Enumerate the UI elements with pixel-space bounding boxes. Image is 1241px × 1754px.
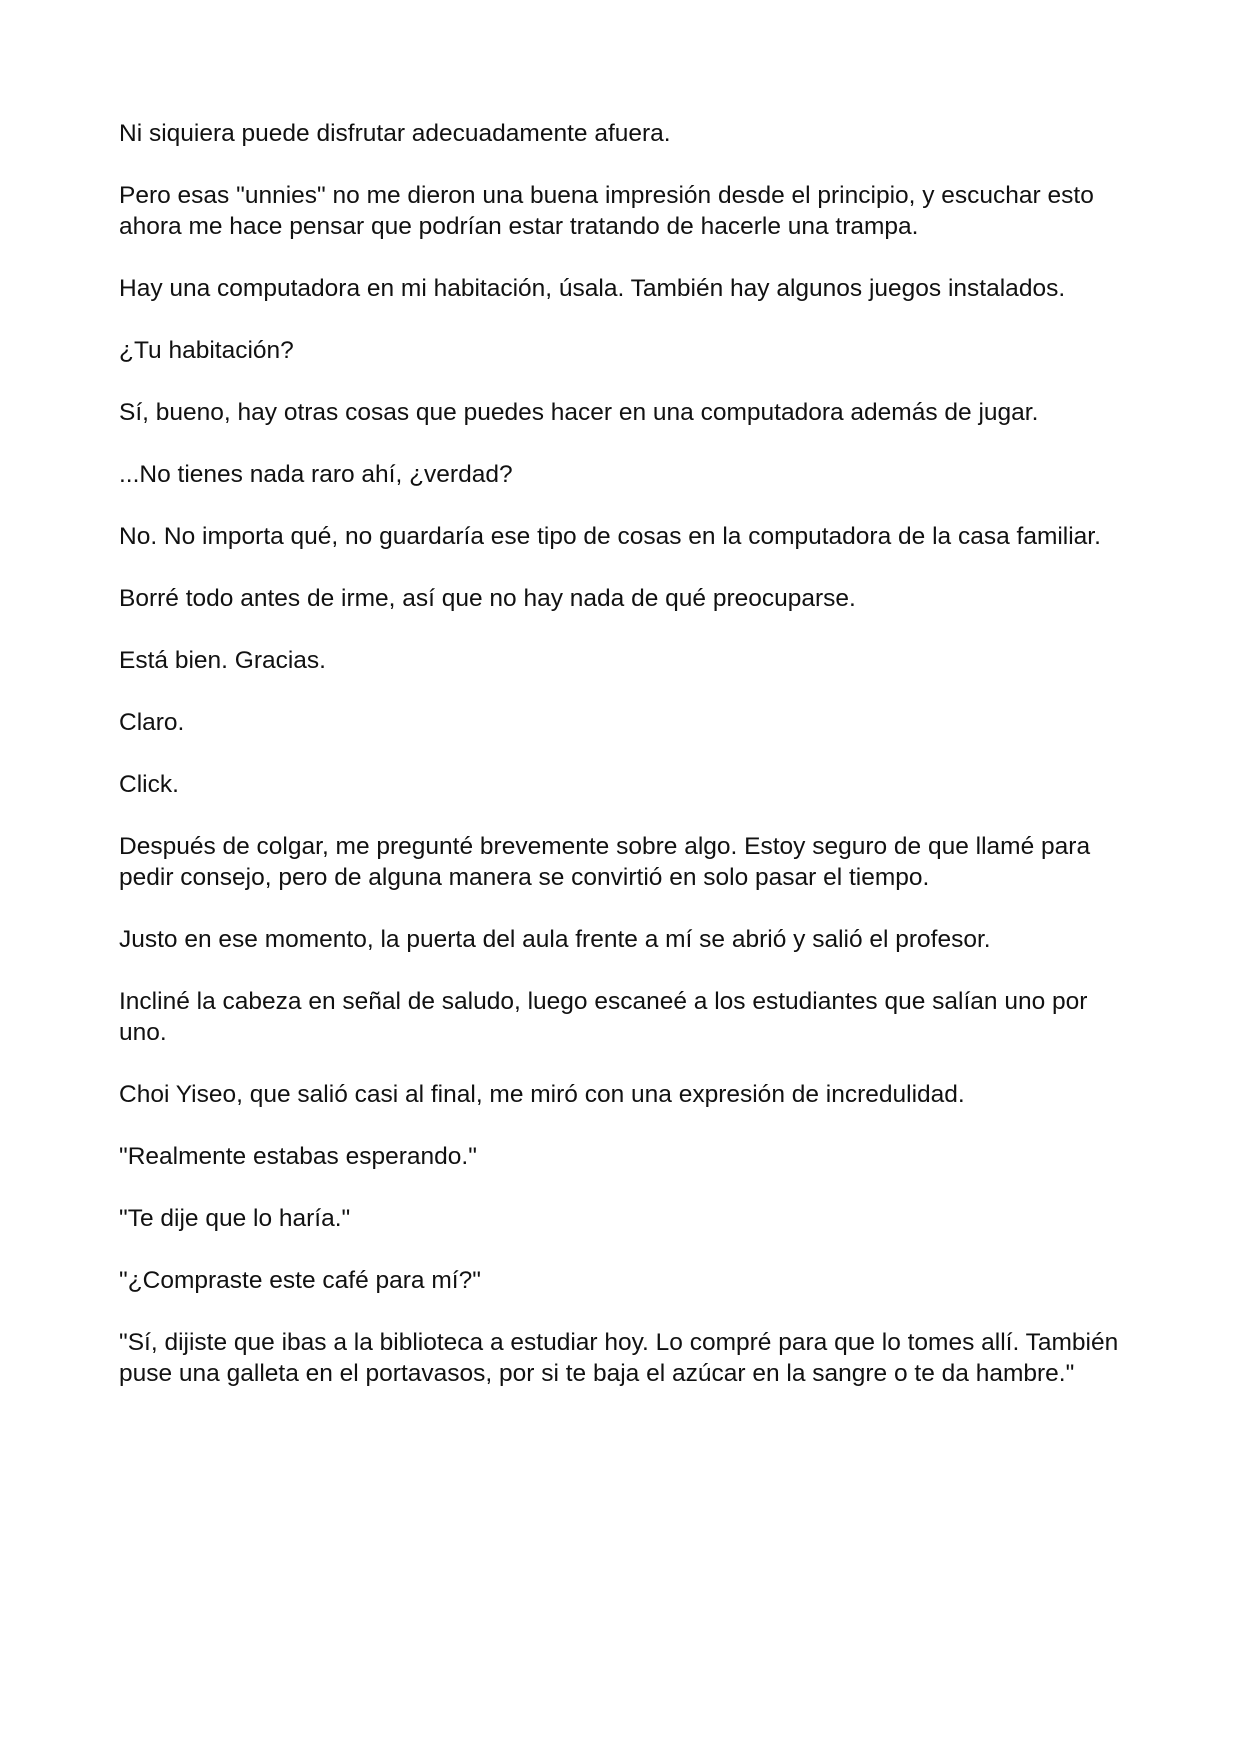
- paragraph-8: Borré todo antes de irme, así que no hay nada de qué preocuparse.: [119, 585, 856, 612]
- paragraph-1: Ni siquiera puede disfrutar adecuadamente afuera.: [119, 120, 671, 147]
- paragraph-7: No. No importa qué, no guardaría ese tipo de cosas en la computadora de la casa familiar.: [119, 523, 1101, 550]
- paragraph-15: Choi Yiseo, que salió casi al final, me miró con una expresión de incredulidad.: [119, 1081, 965, 1108]
- paragraph-5: Sí, bueno, hay otras cosas que puedes hacer en una computadora además de jugar.: [119, 399, 1039, 426]
- paragraph-2: Pero esas "unnies" no me dieron una buena impresión desde el principio, y escuchar esto ahora me hace pensar que podrían estar tratando de hacerle una trampa.: [119, 182, 1094, 240]
- paragraph-12: Después de colgar, me pregunté brevemente sobre algo. Estoy seguro de que llamé para pedir consejo, pero de alguna manera se convirtió en solo pasar el tiempo.: [119, 833, 1091, 891]
- paragraph-13: Justo en ese momento, la puerta del aula frente a mí se abrió y salió el profesor.: [119, 926, 991, 953]
- document-body: [119, 118, 1129, 1420]
- paragraph-19: "Sí, dijiste que ibas a la biblioteca a estudiar hoy. Lo compré para que lo tomes allí. También puse una galleta en el portavasos, por si te baja el azúcar en la sangre o te da hambre.": [119, 1329, 1119, 1387]
- paragraph-10: Claro.: [119, 709, 185, 736]
- paragraph-16: "Realmente estabas esperando.": [119, 1143, 477, 1170]
- paragraph-14: Incliné la cabeza en señal de saludo, luego escaneé a los estudiantes que salían uno por uno.: [119, 988, 1088, 1046]
- paragraph-9: Está bien. Gracias.: [119, 647, 326, 674]
- paragraph-18: "¿Compraste este café para mí?": [119, 1267, 481, 1294]
- paragraph-4: ¿Tu habitación?: [119, 337, 294, 364]
- paragraph-11: Click.: [119, 771, 179, 798]
- paragraph-6: ...No tienes nada raro ahí, ¿verdad?: [119, 461, 513, 488]
- paragraph-3: Hay una computadora en mi habitación, úsala. También hay algunos juegos instalados.: [119, 275, 1066, 302]
- paragraph-17: "Te dije que lo haría.": [119, 1205, 351, 1232]
